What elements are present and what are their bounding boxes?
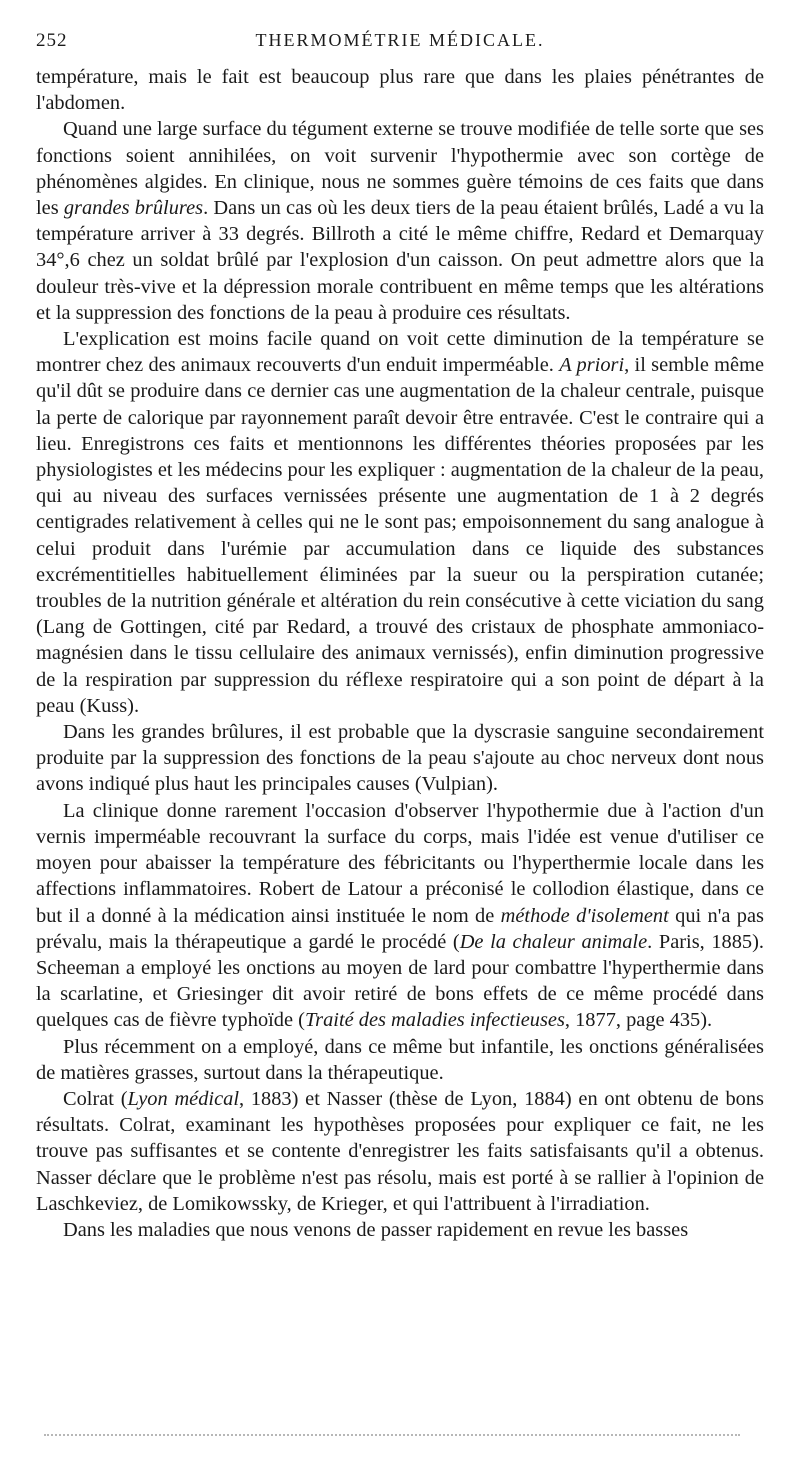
text-run: , il semble même qu'il dût se produire dans ce dernier cas une augmentation de la chaleur centrale, puisque la perte de calorique par rayonnement paraît devoir être entravée. C'est le contraire qui a lieu. Enregistrons ces faits et mentionnons les différentes théories proposées par les physiologistes et les médecins pour les expliquer : augmentation de la chaleur de la peau, qui au niveau des surfaces vernissées présente une augmentation de 1 à 2 degrés centigrades relativement à celles qui ne le sont pas; empoisonnement du sang analogue à celui produit dans l'urémie par accumulation dans ce liquide des substances excrémentitielles habituellement éliminées par la sueur ou la perspiration cutanée; troubles de la nutrition générale et altération du rein consécutive à cette viciation du sang (Lang de Gottingen, cité par Redard, a trouvé des cristaux de phosphate ammoniaco-magnésien dans le tissu cellulaire des animaux vernissés), enfin diminution progressive de la respiration par suppression du réflexe respiratoire qui a son point de départ à la peau (Kuss). bbox=[36, 354, 764, 717]
italic-text: A priori bbox=[559, 354, 625, 377]
paragraph bbox=[36, 116, 764, 326]
running-title: THERMOMÉTRIE MÉDICALE. bbox=[255, 30, 545, 50]
page-header bbox=[36, 30, 764, 60]
paragraph bbox=[36, 1034, 764, 1086]
footer-rule bbox=[44, 1434, 740, 1440]
text-run: Dans les grandes brûlures, il est probable que la dyscrasie sanguine secondairement produite par la suppression des fonctions de la peau s'ajoute au choc nerveux dont nous avons indiqué plus haut les principales causes (Vulpian). bbox=[36, 721, 764, 796]
text-run: Plus récemment on a employé, dans ce même but infantile, les onctions généralisées de matières grasses, surtout dans la thérapeutique. bbox=[36, 1035, 764, 1084]
text-run: L'explication est moins facile quand on voit cette diminution de la température se montrer chez des animaux recouverts d'un enduit imperméable. bbox=[36, 328, 764, 377]
paragraph bbox=[36, 1086, 764, 1217]
text-run: qui n'a pas prévalu, mais la thérapeutique a gardé le procédé ( bbox=[36, 904, 764, 953]
text-run: Quand une large surface du tégument externe se trouve modifiée de telle sorte que ses fonctions soient annihilées, on voit survenir l'hypothermie avec son cortège de phénomènes algides. En clinique, nous ne sommes guère témoins de ces faits que dans les bbox=[36, 118, 764, 220]
paragraph bbox=[36, 64, 764, 116]
text-run: , 1877, page 435). bbox=[564, 1009, 713, 1032]
italic-text: Traité des maladies infectieuses bbox=[304, 1009, 565, 1032]
paragraph bbox=[36, 798, 764, 1034]
text-run: Dans les maladies que nous venons de passer rapidement en revue les basses bbox=[63, 1218, 689, 1241]
italic-text: De la chaleur animale bbox=[459, 930, 648, 953]
italic-text: Lyon médical bbox=[127, 1087, 239, 1110]
text-run: La clinique donne rarement l'occasion d'observer l'hypothermie due à l'action d'un vernis imperméable recouvrant la surface du corps, mais l'idée est venue d'utiliser ce moyen pour abaisser la température des fébricitants ou l'hyperthermie locale dans les affections inflammatoires. Robert de Latour a préconisé le collodion élastique, dans ce but il a donné à la médication ainsi instituée le nom de bbox=[36, 799, 764, 927]
text-run: température, mais le fait est beaucoup plus rare que dans les plaies pénétrantes de l'abdomen. bbox=[36, 66, 764, 115]
paragraph bbox=[36, 326, 764, 719]
text-run: . Dans un cas où les deux tiers de la peau étaient brûlés, Ladé a vu la température arriver à 33 degrés. Billroth a cité le même chiffre, Redard et Demarquay 34°,6 chez un soldat brûlé par l'explosion d'un caisson. On peut admettre alors que la douleur très-vive et la dépression morale contribuent en même temps que les altérations et la suppression des fonctions de la peau à produire ces résultats. bbox=[36, 197, 764, 324]
text-run: Colrat ( bbox=[63, 1087, 128, 1110]
italic-text: grandes brûlures bbox=[63, 197, 204, 220]
page-number: 252 bbox=[36, 30, 68, 51]
text-run: , 1883) et Nasser (thèse de Lyon, 1884) en ont obtenu de bons résultats. Colrat, examinant les hypothèses proposées pour expliquer ce fait, ne les trouve pas suffisantes et se contente d'enregistrer les faits satisfaisants qu'il a obtenus. Nasser déclare que le problème n'est pas résolu, mais est porté à se rallier à l'opinion de Laschkeviez, de Lomikowssky, de Krieger, et qui l'attribuent à l'irradiation. bbox=[36, 1087, 764, 1215]
text-run: . Paris, 1885). Scheeman a employé les onctions au moyen de lard pour combattre l'hyperthermie dans la scarlatine, et Griesinger dit avoir retiré de bons effets de ce même procédé dans quelques cas de fièvre typhoïde ( bbox=[36, 930, 765, 1032]
body-text bbox=[36, 64, 764, 1243]
paragraph bbox=[36, 1217, 764, 1243]
paragraph bbox=[36, 719, 764, 798]
italic-text: méthode d'isolement bbox=[500, 904, 669, 927]
